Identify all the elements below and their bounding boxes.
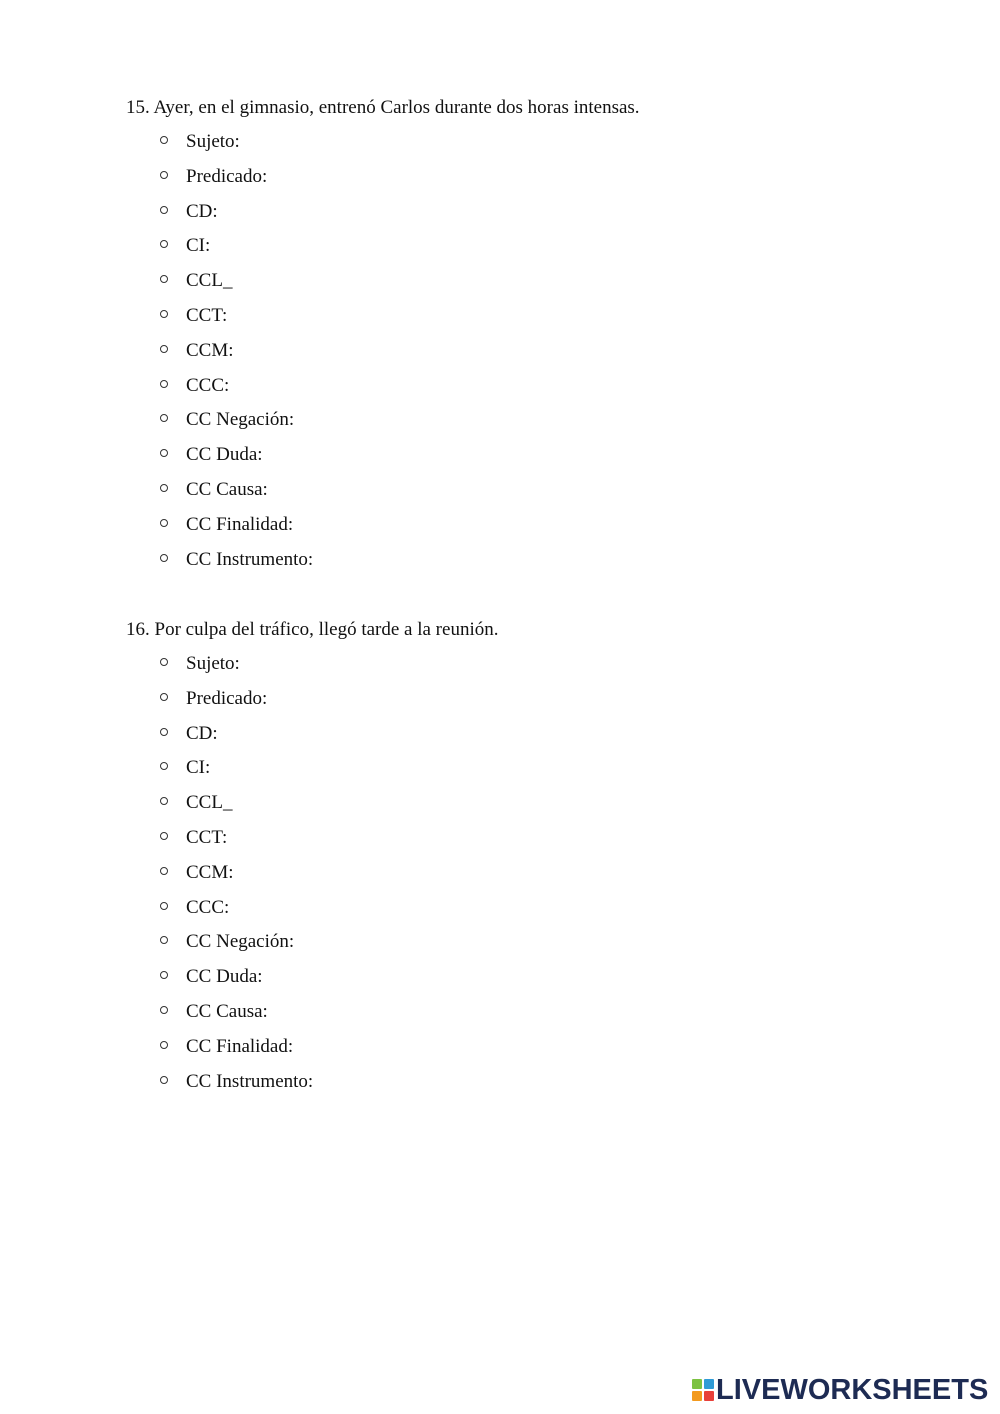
hollow-bullet-icon xyxy=(160,171,168,179)
question-15 xyxy=(126,96,946,572)
option-cc-finalidad xyxy=(126,1025,946,1060)
logo-square-orange xyxy=(692,1391,702,1401)
option-label: CC Instrumento: xyxy=(186,548,314,570)
option-sujeto xyxy=(126,120,946,155)
option-label: CCT: xyxy=(186,304,228,326)
hollow-bullet-icon xyxy=(160,380,168,388)
option-label: CC Causa: xyxy=(186,1000,268,1022)
option-ccl xyxy=(126,259,946,294)
liveworksheets-logo xyxy=(692,1376,988,1404)
option-cd xyxy=(126,190,946,225)
option-cc-instrumento xyxy=(126,1060,946,1095)
option-label: CI: xyxy=(186,235,211,257)
option-label: Predicado: xyxy=(186,165,268,187)
option-cc-causa xyxy=(126,990,946,1025)
option-cd xyxy=(126,712,946,747)
hollow-bullet-icon xyxy=(160,1006,168,1014)
logo-square-green xyxy=(692,1379,702,1389)
option-label: CC Negación: xyxy=(186,409,295,431)
hollow-bullet-icon xyxy=(160,484,168,492)
hollow-bullet-icon xyxy=(160,693,168,701)
hollow-bullet-icon xyxy=(160,206,168,214)
option-label: Predicado: xyxy=(186,687,268,709)
option-label: CCC: xyxy=(186,374,230,396)
hollow-bullet-icon xyxy=(160,1041,168,1049)
option-cc-negacion xyxy=(126,920,946,955)
option-sujeto xyxy=(126,642,946,677)
option-cc-causa xyxy=(126,468,946,503)
option-ccm xyxy=(126,329,946,364)
option-label: CCM: xyxy=(186,861,234,883)
option-predicado xyxy=(126,155,946,190)
option-label: CCT: xyxy=(186,826,228,848)
option-label: CI: xyxy=(186,757,211,779)
hollow-bullet-icon xyxy=(160,275,168,283)
hollow-bullet-icon xyxy=(160,658,168,666)
hollow-bullet-icon xyxy=(160,519,168,527)
hollow-bullet-icon xyxy=(160,832,168,840)
question-15-options xyxy=(126,120,946,572)
hollow-bullet-icon xyxy=(160,867,168,875)
question-16-options xyxy=(126,642,946,1094)
option-label: CCL_ xyxy=(186,792,233,814)
hollow-bullet-icon xyxy=(160,762,168,770)
hollow-bullet-icon xyxy=(160,797,168,805)
option-label: CCL_ xyxy=(186,270,233,292)
hollow-bullet-icon xyxy=(160,345,168,353)
hollow-bullet-icon xyxy=(160,240,168,248)
option-ccm xyxy=(126,851,946,886)
hollow-bullet-icon xyxy=(160,136,168,144)
question-15-title: 15. Ayer, en el gimnasio, entrenó Carlos durante dos horas intensas. xyxy=(126,97,640,118)
option-label: CC Duda: xyxy=(186,966,263,988)
option-label: CC Finalidad: xyxy=(186,513,294,535)
option-cc-instrumento xyxy=(126,538,946,573)
hollow-bullet-icon xyxy=(160,728,168,736)
logo-square-blue xyxy=(704,1379,714,1389)
option-label: Sujeto: xyxy=(186,131,240,152)
option-ccc xyxy=(126,364,946,399)
hollow-bullet-icon xyxy=(160,414,168,422)
option-ccc xyxy=(126,886,946,921)
liveworksheets-logo-text: LIVEWORKSHEETS xyxy=(716,1374,989,1406)
hollow-bullet-icon xyxy=(160,936,168,944)
hollow-bullet-icon xyxy=(160,449,168,457)
option-ccl xyxy=(126,781,946,816)
option-label: CC Finalidad: xyxy=(186,1035,294,1057)
hollow-bullet-icon xyxy=(160,310,168,318)
option-label: CCM: xyxy=(186,339,234,361)
option-ci xyxy=(126,746,946,781)
question-16-title: 16. Por culpa del tráfico, llegó tarde a la reunión. xyxy=(126,619,499,640)
option-label: CCC: xyxy=(186,896,230,918)
option-cc-duda xyxy=(126,955,946,990)
option-predicado xyxy=(126,677,946,712)
hollow-bullet-icon xyxy=(160,971,168,979)
liveworksheets-logo-icon xyxy=(692,1379,714,1401)
option-cc-duda xyxy=(126,433,946,468)
option-label: CC Causa: xyxy=(186,478,268,500)
option-label: CD: xyxy=(186,200,218,222)
option-ci xyxy=(126,224,946,259)
option-label: CC Duda: xyxy=(186,444,263,466)
option-cct xyxy=(126,294,946,329)
option-label: Sujeto: xyxy=(186,653,240,674)
hollow-bullet-icon xyxy=(160,1076,168,1084)
question-16 xyxy=(126,618,946,1094)
logo-square-red xyxy=(704,1391,714,1401)
option-cc-finalidad xyxy=(126,503,946,538)
option-label: CD: xyxy=(186,722,218,744)
hollow-bullet-icon xyxy=(160,902,168,910)
hollow-bullet-icon xyxy=(160,554,168,562)
option-cct xyxy=(126,816,946,851)
option-cc-negacion xyxy=(126,398,946,433)
option-label: CC Negación: xyxy=(186,931,295,953)
option-label: CC Instrumento: xyxy=(186,1070,314,1092)
